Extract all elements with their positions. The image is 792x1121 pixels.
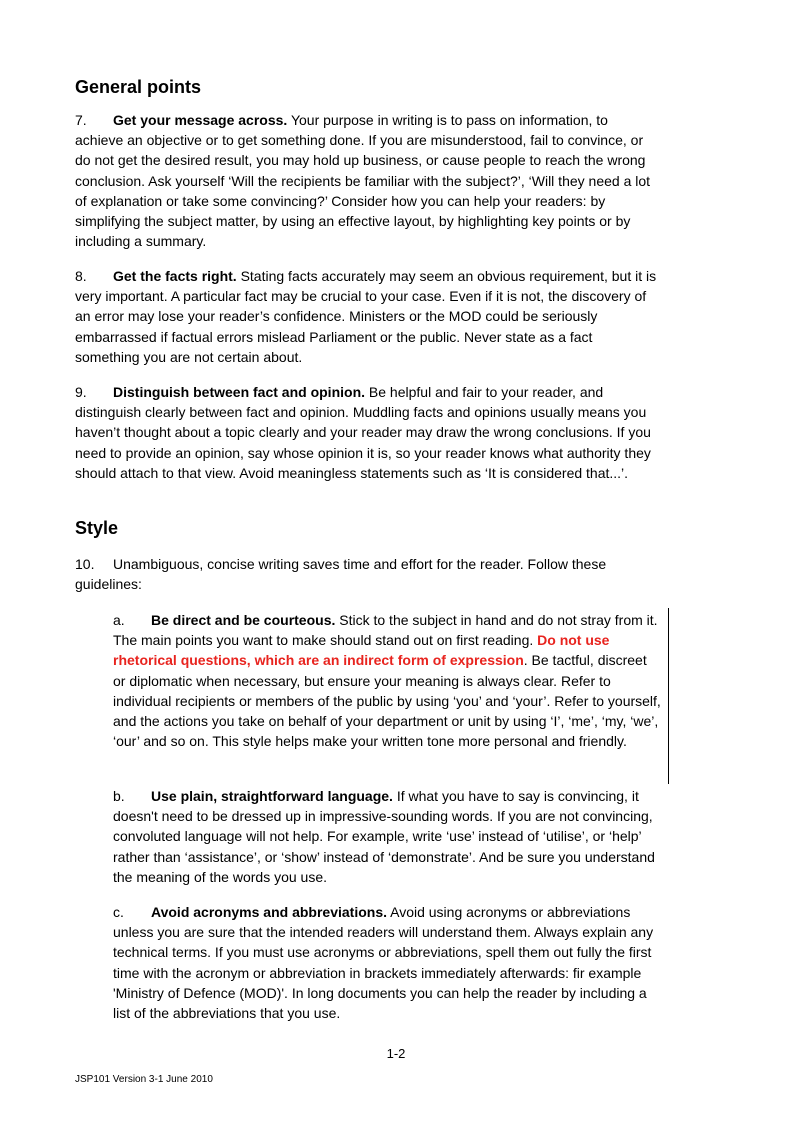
subparagraph-b	[113, 786, 662, 887]
paragraph-number: 8.	[75, 268, 87, 284]
paragraph-body: Stating facts accurately may seem an obvious requirement, but it is very important. A particular fact may be crucial to your case. Even if it is not, the discovery of an error may lose your reader’s confidence. Ministers or the MOD could be seriously embarrassed if factual errors mislead Parliament or the public. Never state as a fact something you are not certain about.	[75, 268, 657, 365]
paragraph-title: Get your message across.	[113, 112, 288, 128]
paragraph-body: Unambiguous, concise writing saves time and effort for the reader. Follow these guidelines:	[75, 556, 607, 593]
subparagraph-body: Avoid using acronyms or abbreviations unless you are sure that the intended readers will understand them. Always explain any technical terms. If you must use acronyms or abbreviations, spell them out fully the first time with the acronym or abbreviation in brackets immediately afterwards: fir example 'Ministry of Defence (MOD)'. In long documents you can help the reader by including a list of the abbreviations that you use.	[113, 904, 654, 1022]
subparagraph-c	[113, 902, 662, 1023]
subparagraph-letter: c.	[113, 904, 124, 920]
highlighted-text: Do not use rhetorical questions, which are an indirect form of expression	[113, 632, 610, 669]
paragraph-title: Distinguish between fact and opinion.	[113, 384, 366, 400]
subparagraph-a	[113, 610, 662, 751]
subparagraph-letter: a.	[113, 612, 125, 628]
paragraph-number: 9.	[75, 384, 87, 400]
style-heading: Style	[75, 518, 119, 538]
subparagraph-body-continued: . Be tactful, discreet or diplomatic when necessary, but ensure your meaning is always clear. Refer to individual recipients or members of the public by using ‘you’ and ‘your’. Refer to yourself, and the actions you take on behalf of your department or unit by using ‘I’, ‘me’, ‘my, ‘we’, ‘our’ and so on. This style helps make your written tone more personal and friendly.	[113, 652, 661, 750]
subparagraph-title: Avoid acronyms and abbreviations.	[151, 904, 387, 920]
subparagraph-body: Stick to the subject in hand and do not stray from it. The main points you want to make should stand out on first reading.	[113, 612, 658, 649]
paragraph-number: 10.	[75, 556, 95, 572]
subparagraph-body: If what you have to say is convincing, it doesn't need to be dressed up in impressive-sounding words. If you are not convincing, convoluted language will not help. For example, write ‘use’ instead of ‘utilise’, or ‘help’ rather than ‘assistance’, or ‘show’ instead of ‘demonstrate’. And be sure you understand the meaning of the words you use.	[113, 788, 655, 885]
page-number: 1-2	[386, 1046, 406, 1061]
paragraph-number: 7.	[75, 112, 87, 128]
general-points-heading: General points	[75, 77, 202, 97]
paragraph-body: Be helpful and fair to your reader, and distinguish clearly between fact and opinion. Muddling facts and opinions usually means you haven’t thought about a topic clearly and your reader may draw the wrong conclusions. If you need to provide an opinion, say whose opinion it is, so your reader knows what authority they should attach to that view. Avoid meaningless statements such as ‘It is considered that...’.	[75, 384, 651, 481]
subparagraph-title: Be direct and be courteous.	[151, 612, 336, 628]
paragraph-body: Your purpose in writing is to pass on information, to achieve an objective or to get something done. If you are misunderstood, fail to convince, or do not get the desired result, you may hold up business, or cause people to reach the wrong conclusion. Ask yourself ‘Will the recipients be familiar with the subject?’, ‘Will they need a lot of explanation or take some convincing?’ Consider how you can help your readers: by simplifying the subject matter, by using an effective layout, by highlighting key points or by including a summary.	[75, 112, 651, 250]
paragraph-title: Get the facts right.	[113, 268, 237, 284]
paragraph-8	[75, 266, 660, 367]
paragraph-7	[75, 110, 660, 251]
subparagraph-title: Use plain, straightforward language.	[151, 788, 393, 804]
paragraph-9	[75, 382, 660, 483]
paragraph-10	[75, 554, 660, 594]
revision-change-bar	[668, 608, 669, 784]
subparagraph-letter: b.	[113, 788, 125, 804]
document-footer: JSP101 Version 3-1 June 2010	[75, 1074, 213, 1085]
